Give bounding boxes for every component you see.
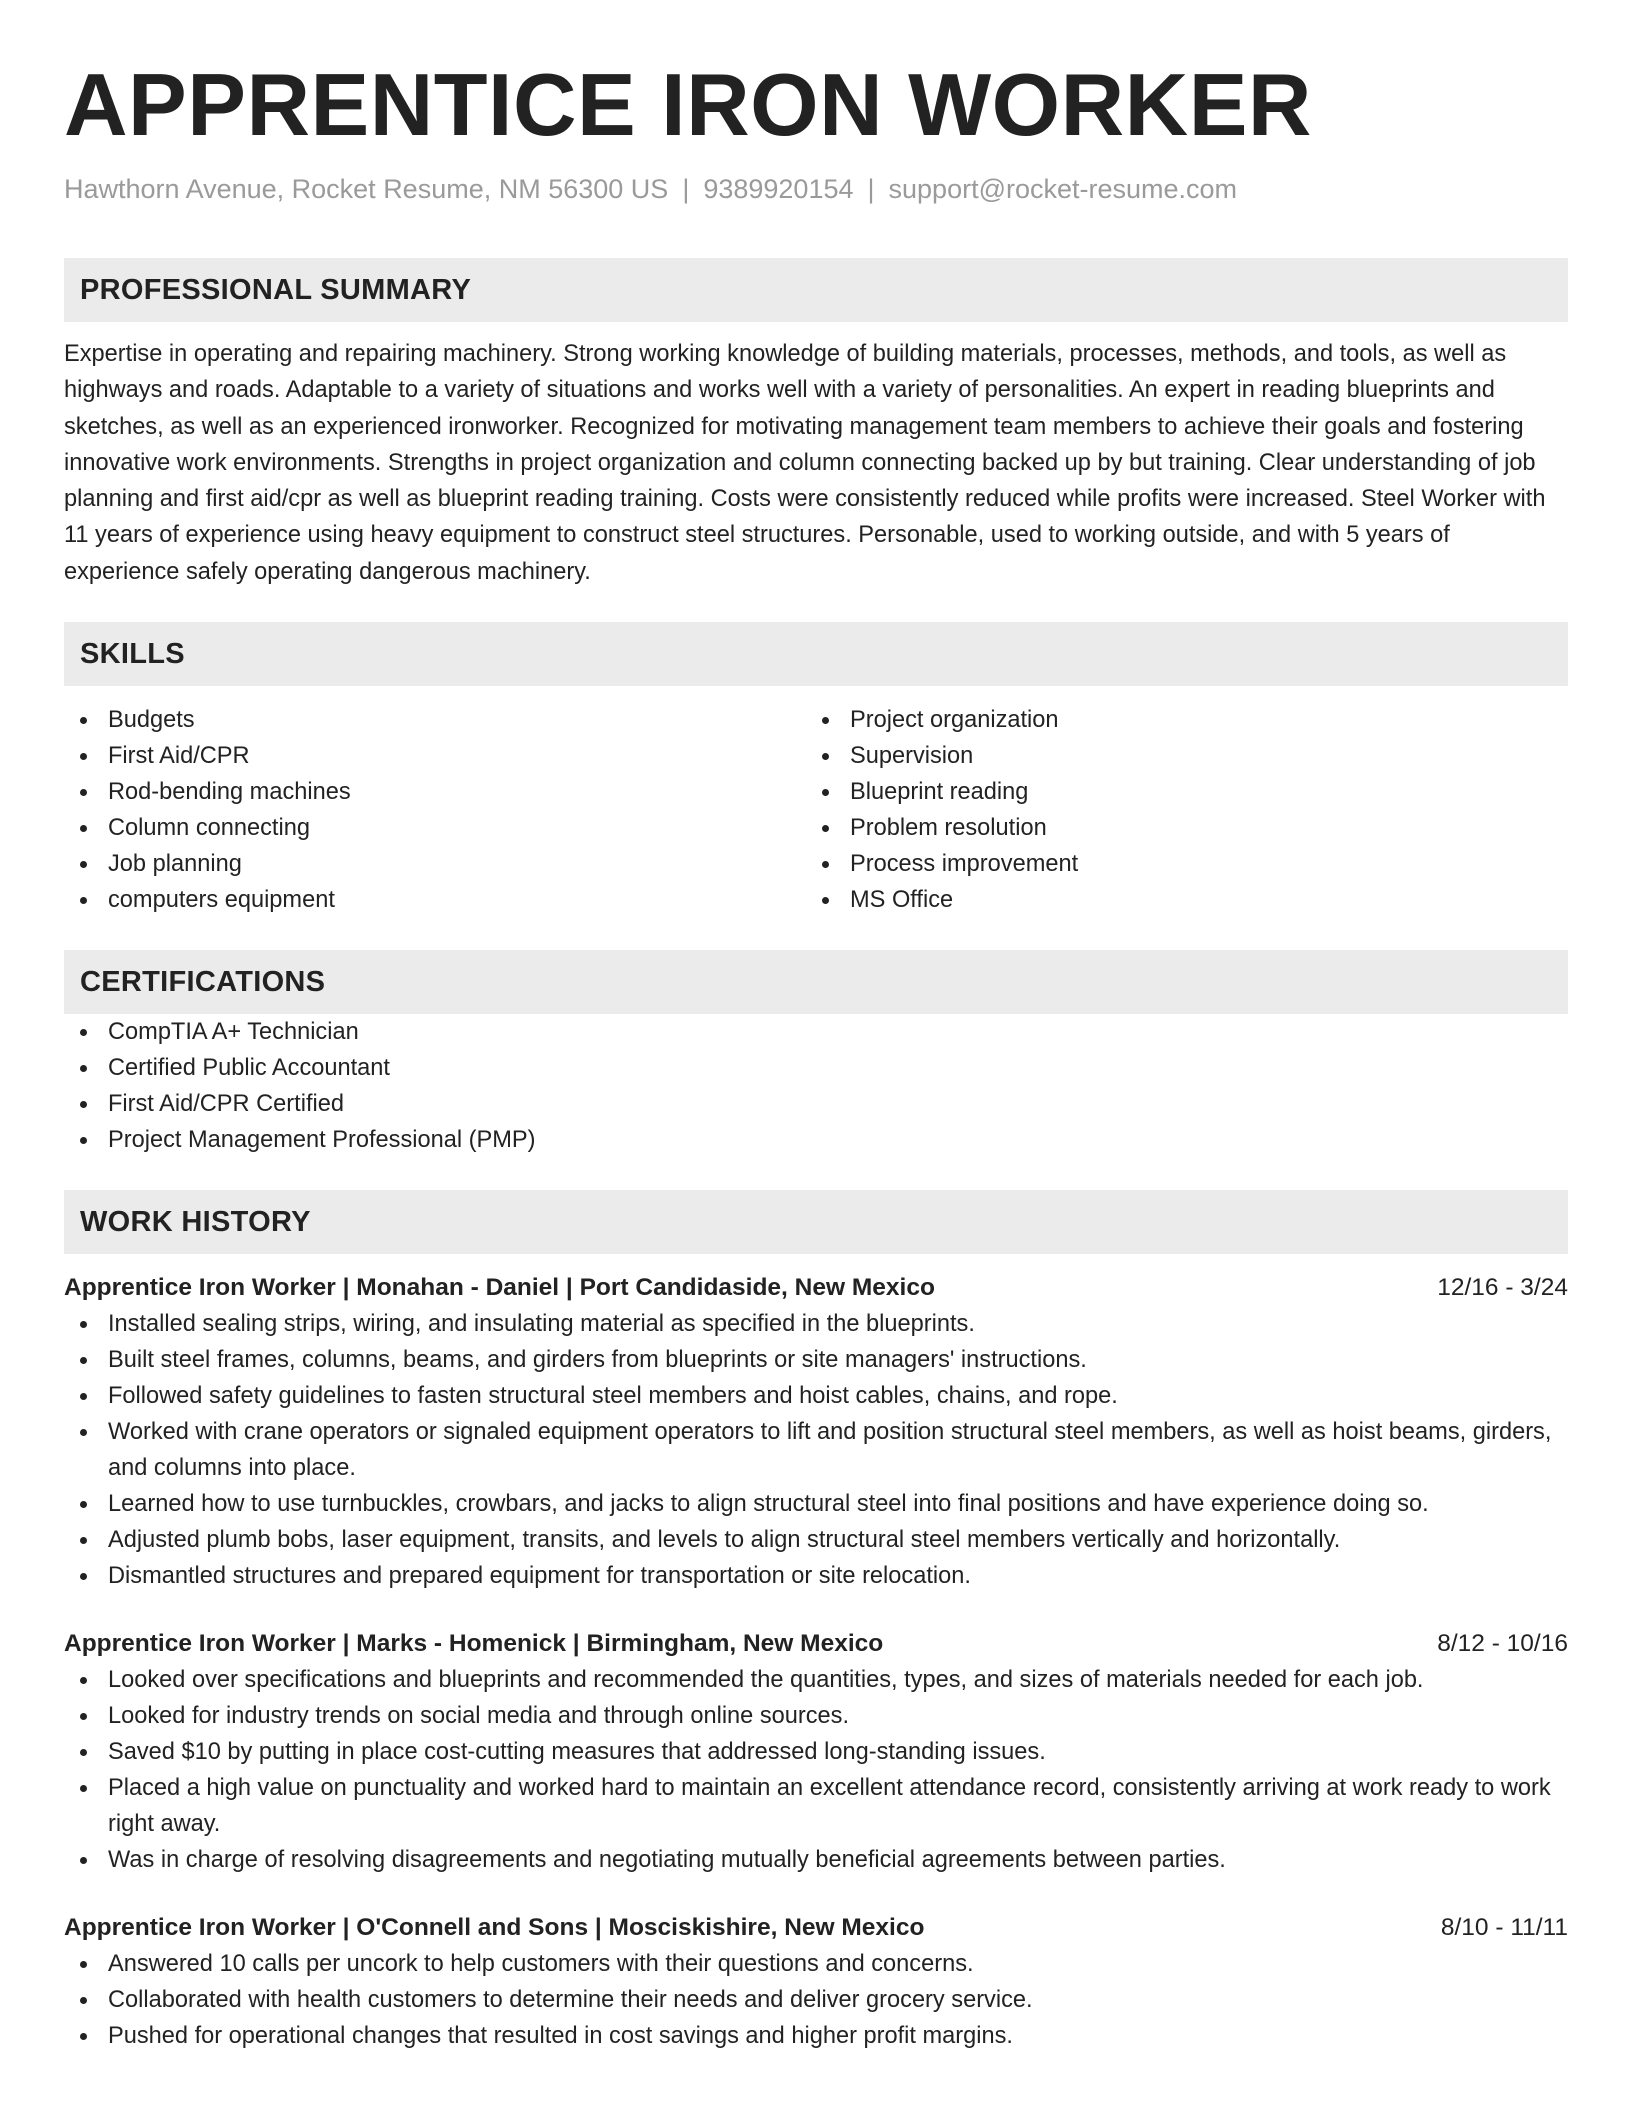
skills-list <box>64 702 1568 918</box>
job-bullet: Built steel frames, columns, beams, and girders from blueprints or site managers' instructions. <box>64 1342 1568 1378</box>
skill-item: Budgets <box>64 702 806 738</box>
job-bullet: Pushed for operational changes that resulted in cost savings and higher profit margins. <box>64 2018 1568 2054</box>
certification-item: First Aid/CPR Certified <box>64 1086 1568 1122</box>
job-bullet: Looked for industry trends on social media and through online sources. <box>64 1698 1568 1734</box>
skills-column-right <box>806 702 1548 918</box>
job-header <box>64 1910 1568 1946</box>
job-entry <box>64 1626 1568 1878</box>
skill-item: First Aid/CPR <box>64 738 806 774</box>
skill-item: Supervision <box>806 738 1548 774</box>
summary-text: Expertise in operating and repairing machinery. Strong working knowledge of building materials, processes, methods, and tools, as well as highways and roads. Adaptable to a variety of situations and works well with a variety of personalities. An expert in reading blueprints and sketches, as well as an experienced ironworker. Recognized for motivating management team members to achieve their goals and fostering innovative work environments. Strengths in project organization and column connecting backed up by but training. Clear understanding of job planning and first aid/cpr as well as blueprint reading training. Costs were consistently reduced while profits were increased. Steel Worker with 11 years of experience using heavy equipment to construct steel structures. Personable, used to working outside, and with 5 years of experience safely operating dangerous machinery. <box>64 341 1546 585</box>
contact-address: Hawthorn Avenue, Rocket Resume, NM 56300 US <box>64 174 669 204</box>
job-bullet: Adjusted plumb bobs, laser equipment, transits, and levels to align structural steel members vertically and horizontally. <box>64 1522 1568 1558</box>
skills-column-left <box>64 702 806 918</box>
job-title: Apprentice Iron Worker | O'Connell and Sons | Mosciskishire, New Mexico <box>64 1914 925 1942</box>
certifications-list <box>64 1014 1568 1158</box>
job-bullets <box>64 1946 1568 2054</box>
job-entry <box>64 1270 1568 1594</box>
certifications-heading: CERTIFICATIONS <box>64 950 1568 1014</box>
job-bullet: Placed a high value on punctuality and worked hard to maintain an excellent attendance record, consistently arriving at work ready to work right away. <box>64 1770 1568 1842</box>
contact-line <box>64 172 1568 206</box>
skill-item: Rod-bending machines <box>64 774 806 810</box>
skill-item: Problem resolution <box>806 810 1548 846</box>
job-bullet: Learned how to use turnbuckles, crowbars, and jacks to align structural steel into final positions and have experience doing so. <box>64 1486 1568 1522</box>
job-bullet: Worked with crane operators or signaled equipment operators to lift and position structural steel members, as well as hoist beams, girders, and columns into place. <box>64 1414 1568 1486</box>
contact-separator: | <box>682 174 690 204</box>
job-bullets <box>64 1662 1568 1878</box>
job-bullet: Looked over specifications and blueprints and recommended the quantities, types, and sizes of materials needed for each job. <box>64 1662 1568 1698</box>
contact-phone: 9389920154 <box>703 174 854 204</box>
contact-email: support@rocket-resume.com <box>888 174 1238 204</box>
skill-item: Blueprint reading <box>806 774 1548 810</box>
job-header <box>64 1626 1568 1662</box>
job-bullet: Saved $10 by putting in place cost-cutting measures that addressed long-standing issues. <box>64 1734 1568 1770</box>
job-dates: 8/10 - 11/11 <box>1440 1914 1568 1942</box>
work-history-heading: WORK HISTORY <box>64 1190 1568 1254</box>
job-bullets <box>64 1306 1568 1594</box>
skill-item: Job planning <box>64 846 806 882</box>
skill-item: Column connecting <box>64 810 806 846</box>
resume-page <box>64 0 1568 2054</box>
contact-separator: | <box>867 174 875 204</box>
skill-item: Process improvement <box>806 846 1548 882</box>
skill-item: MS Office <box>806 882 1548 918</box>
skills-heading: SKILLS <box>64 622 1568 686</box>
job-entry <box>64 1910 1568 2054</box>
certification-item: Certified Public Accountant <box>64 1050 1568 1086</box>
summary-heading: PROFESSIONAL SUMMARY <box>64 258 1568 322</box>
job-bullet: Was in charge of resolving disagreements and negotiating mutually beneficial agreements between parties. <box>64 1842 1568 1878</box>
skill-item: computers equipment <box>64 882 806 918</box>
certification-item: Project Management Professional (PMP) <box>64 1122 1568 1158</box>
job-dates: 8/12 - 10/16 <box>1437 1630 1568 1658</box>
resume-name: APPRENTICE IRON WORKER <box>64 55 1312 154</box>
job-dates: 12/16 - 3/24 <box>1437 1274 1568 1302</box>
job-bullet: Installed sealing strips, wiring, and insulating material as specified in the blueprints. <box>64 1306 1568 1342</box>
job-bullet: Answered 10 calls per uncork to help customers with their questions and concerns. <box>64 1946 1568 1982</box>
certification-item: CompTIA A+ Technician <box>64 1014 1568 1050</box>
job-title: Apprentice Iron Worker | Marks - Homenick | Birmingham, New Mexico <box>64 1630 884 1658</box>
job-bullet: Dismantled structures and prepared equipment for transportation or site relocation. <box>64 1558 1568 1594</box>
job-bullet: Followed safety guidelines to fasten structural steel members and hoist cables, chains, and rope. <box>64 1378 1568 1414</box>
job-bullet: Collaborated with health customers to determine their needs and deliver grocery service. <box>64 1982 1568 2018</box>
job-header <box>64 1270 1568 1306</box>
skill-item: Project organization <box>806 702 1548 738</box>
job-title: Apprentice Iron Worker | Monahan - Daniel | Port Candidaside, New Mexico <box>64 1274 935 1302</box>
